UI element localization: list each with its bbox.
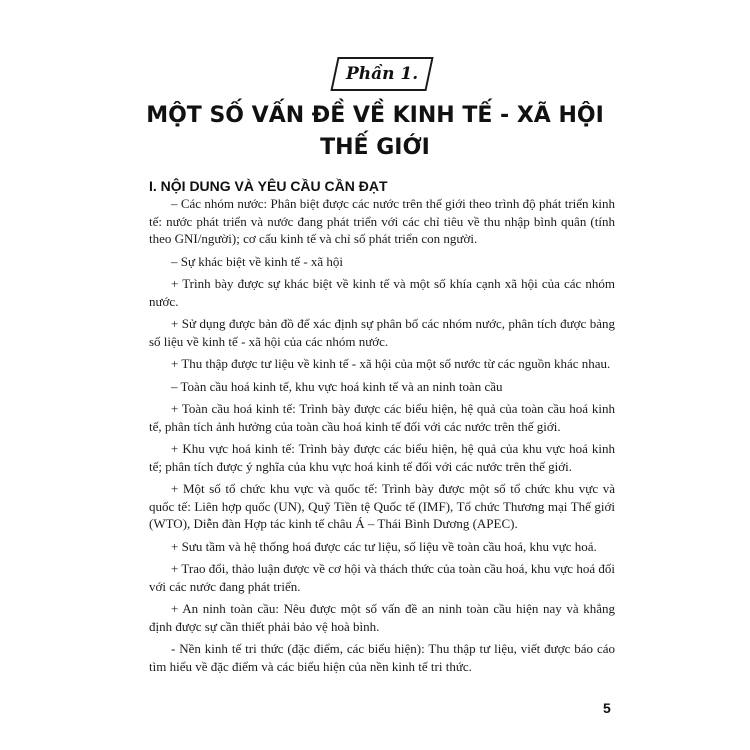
chapter-title bbox=[140, 100, 610, 164]
part-label-box bbox=[330, 57, 433, 91]
paragraph: + An ninh toàn cầu: Nêu được một số vấn đề an ninh toàn cầu hiện nay và khẳng định được sự cần thiết phải bảo vệ hoà bình. bbox=[149, 601, 615, 634]
page-number: 5 bbox=[603, 700, 611, 716]
paragraph: + Sử dụng được bản đồ để xác định sự phân bố các nhóm nước, phân tích được bảng số liệu về kinh tế - xã hội của các nhóm nước. bbox=[149, 316, 615, 349]
paragraph: – Toàn cầu hoá kinh tế, khu vực hoá kinh tế và an ninh toàn cầu bbox=[171, 378, 503, 394]
body-text bbox=[149, 195, 615, 680]
chapter-title-line-1: MỘT SỐ VẤN ĐỀ VỀ KINH TẾ - XÃ HỘI bbox=[146, 103, 604, 128]
section-heading: I. NỘI DUNG VÀ YÊU CẦU CẦN ĐẠT bbox=[149, 178, 388, 194]
paragraph: + Sưu tầm và hệ thống hoá được các tư liệu, số liệu về toàn cầu hoá, khu vực hoá. bbox=[171, 538, 597, 554]
paragraph: + Một số tổ chức khu vực và quốc tế: Trình bày được một số tổ chức khu vực và quốc tế: Liên hợp quốc (UN), Quỹ Tiền tệ Quốc tế (IMF), Tổ chức Thương mại Thế giới (WTO), Diễn đàn Hợp tác kinh tế châu Á – Thái Bình Dương (APEC). bbox=[149, 481, 615, 531]
paragraph: + Trao đổi, thảo luận được về cơ hội và thách thức của toàn cầu hoá, khu vực hoá đối với các nước đang phát triển. bbox=[149, 561, 615, 594]
paragraph: – Các nhóm nước: Phân biệt được các nước trên thế giới theo trình độ phát triển kinh tế: nước phát triển và nước đang phát triển với các chỉ tiêu về thu nhập bình quân (tính theo GNI/người); cơ cấu kinh tế và chỉ số phát triển con người. bbox=[149, 196, 615, 246]
chapter-title-line-2: THẾ GIỚI bbox=[320, 135, 430, 160]
part-label: Phần 1. bbox=[345, 64, 419, 84]
paragraph: - Nền kinh tế tri thức (đặc điểm, các biểu hiện): Thu thập tư liệu, viết được báo cáo tìm hiểu về đặc điểm và các biểu hiện của nền kinh tế tri thức. bbox=[149, 641, 615, 674]
paragraph: + Thu thập được tư liệu về kinh tế - xã hội của một số nước từ các nguồn khác nhau. bbox=[171, 356, 611, 371]
paragraph: – Sự khác biệt về kinh tế - xã hội bbox=[171, 253, 344, 269]
paragraph: + Khu vực hoá kinh tế: Trình bày được các biểu hiện, hệ quả của khu vực hoá kinh tế; phân tích được ý nghĩa của khu vực hoá kinh tế đối với các nước trên thế giới. bbox=[149, 441, 615, 474]
paragraph: + Toàn cầu hoá kinh tế: Trình bày được các biểu hiện, hệ quả của toàn cầu hoá kinh tế, phân tích ảnh hưởng của toàn cầu hoá kinh tế đối với các nước trên thế giới. bbox=[149, 401, 615, 434]
paragraph: + Trình bày được sự khác biệt về kinh tế và một số khía cạnh xã hội của các nhóm nước. bbox=[149, 276, 615, 309]
